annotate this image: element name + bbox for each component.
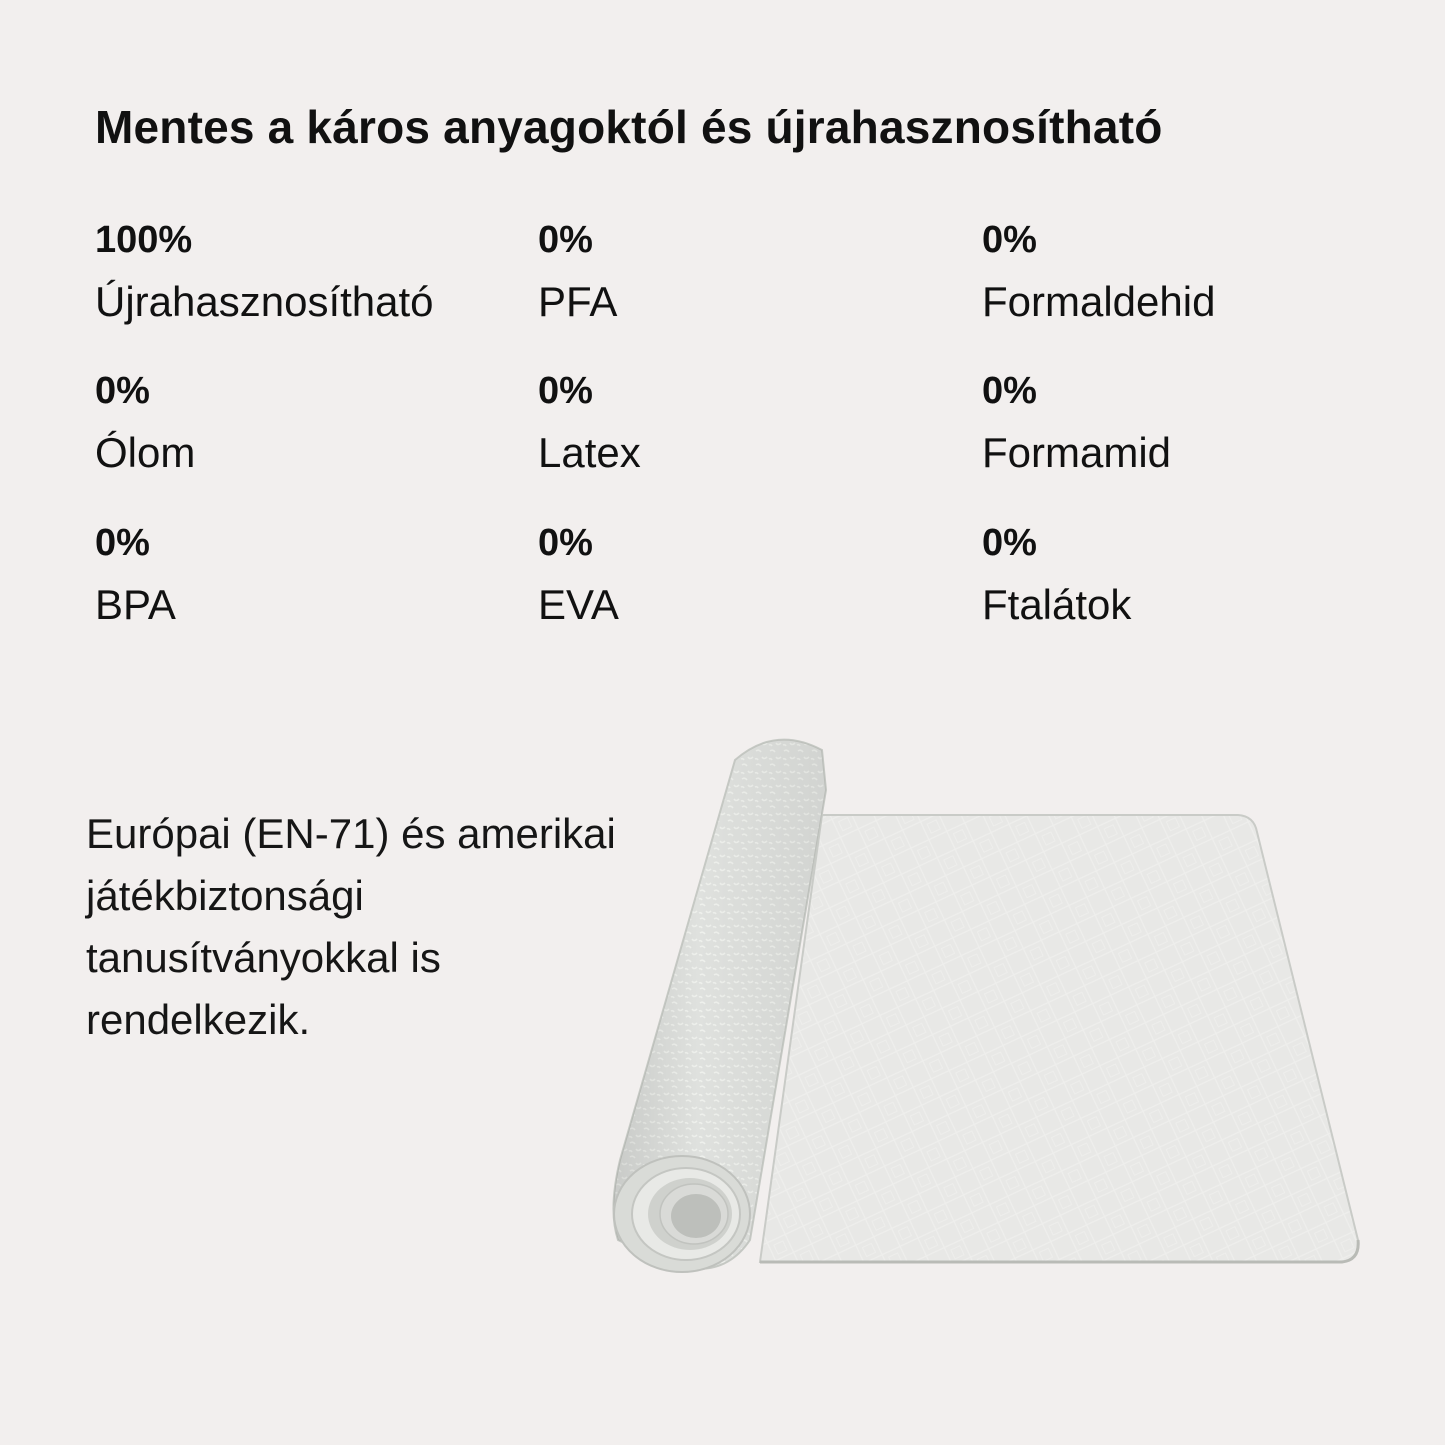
stat-label: EVA <box>538 581 619 628</box>
stat-formaldehyde <box>982 215 1215 329</box>
stat-label: Formaldehid <box>982 278 1216 325</box>
stat-label: Ftalátok <box>982 581 1132 628</box>
stat-value: 0% <box>982 522 1037 564</box>
stat-label: PFA <box>538 278 618 325</box>
stat-value: 0% <box>982 370 1037 412</box>
stat-value: 0% <box>538 522 593 564</box>
stat-bpa <box>95 518 176 632</box>
stat-label: Formamid <box>982 429 1172 476</box>
stat-value: 100% <box>95 219 193 261</box>
stat-value: 0% <box>538 219 593 261</box>
stat-formamide <box>982 366 1171 480</box>
stat-value: 0% <box>982 219 1037 261</box>
stat-label: BPA <box>95 581 176 628</box>
certification-text: Európai (EN-71) és amerikai játékbiztonsági tanusítványokkal is rendelkezik. <box>86 810 616 1043</box>
stat-eva <box>538 518 619 632</box>
stat-value: 0% <box>95 522 150 564</box>
mat-flat-surface <box>760 815 1358 1262</box>
stat-value: 0% <box>538 370 593 412</box>
stat-latex <box>538 366 641 480</box>
stat-label: Ólom <box>95 429 196 476</box>
stat-recyclable <box>95 215 434 329</box>
stat-label: Újrahasznosítható <box>95 278 434 325</box>
stat-phthalates <box>982 518 1131 632</box>
yoga-mat-illustration <box>600 720 1380 1320</box>
page-title: Mentes a káros anyagoktól és újrahasznosítható <box>95 101 1163 153</box>
stat-label: Latex <box>538 429 641 476</box>
stat-lead <box>95 366 195 480</box>
stat-pfa <box>538 215 617 329</box>
stat-value: 0% <box>95 370 150 412</box>
